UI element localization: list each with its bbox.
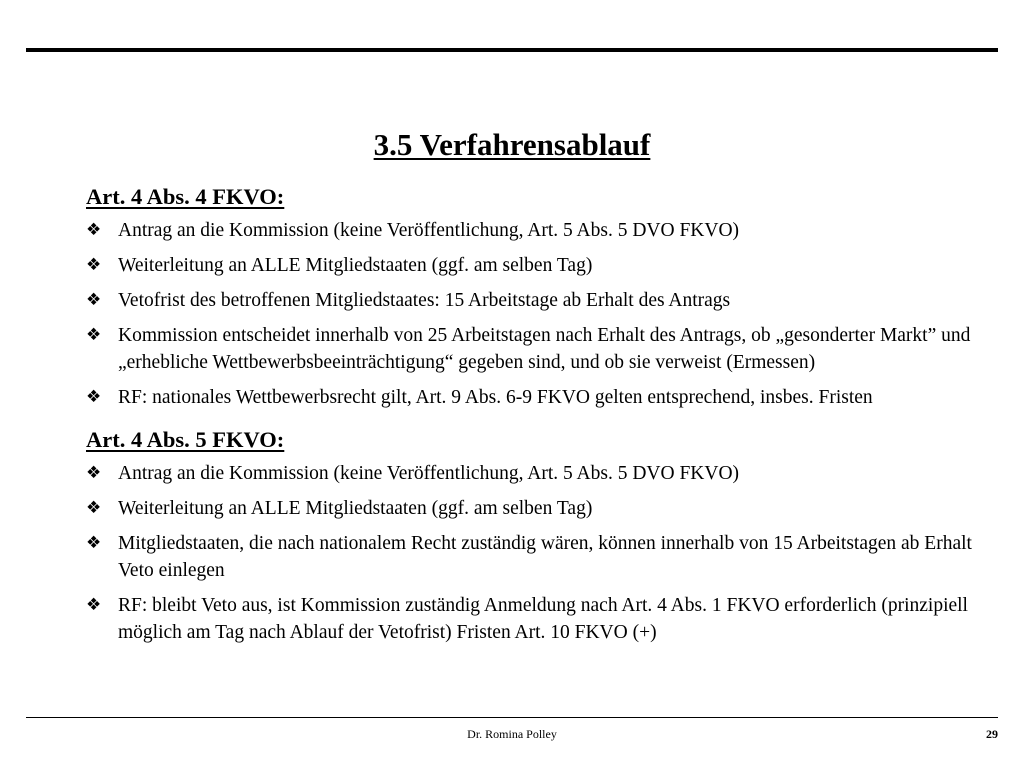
top-divider — [26, 48, 998, 52]
diamond-bullet-icon: ❖ — [86, 290, 102, 310]
list-item-text: Mitgliedstaaten, die nach nationalem Recht zuständig wären, können innerhalb von 15 Arbeitstagen ab Erhalt Veto einlegen — [118, 533, 972, 581]
list-item-text: RF: nationales Wettbewerbsrecht gilt, Art. 9 Abs. 6-9 FKVO gelten entsprechend, insbes. Fristen — [118, 387, 873, 408]
diamond-bullet-icon: ❖ — [86, 533, 102, 553]
list-item-text: Weiterleitung an ALLE Mitgliedstaaten (ggf. am selben Tag) — [118, 498, 593, 519]
section-heading-art4-abs4: Art. 4 Abs. 4 FKVO: — [86, 184, 285, 209]
section-heading-art4-abs5: Art. 4 Abs. 5 FKVO: — [86, 427, 285, 452]
diamond-bullet-icon: ❖ — [86, 498, 102, 518]
diamond-bullet-icon: ❖ — [86, 463, 102, 483]
slide-title-text: 3.5 Verfahrensablauf — [373, 126, 651, 162]
list-item-text: Kommission entscheidet innerhalb von 25 Arbeitstagen nach Erhalt des Antrags, ob „gesonderter Markt” und „erhebliche Wettbewerbsbeeinträchtigung“ gegeben sind, und ob sie verweist (Ermessen) — [118, 325, 971, 373]
list-item — [86, 460, 986, 487]
list-item-text: Weiterleitung an ALLE Mitgliedstaaten (ggf. am selben Tag) — [118, 255, 593, 276]
list-item-text: Antrag an die Kommission (keine Veröffentlichung, Art. 5 Abs. 5 DVO FKVO) — [118, 220, 740, 241]
list-item — [86, 252, 986, 279]
diamond-bullet-icon: ❖ — [86, 220, 102, 240]
list-item — [86, 384, 986, 411]
list-item-text: Vetofrist des betroffenen Mitgliedstaates: 15 Arbeitstage ab Erhalt des Antrags — [118, 290, 731, 311]
list-item-text: RF: bleibt Veto aus, ist Kommission zuständig Anmeldung nach Art. 4 Abs. 1 FKVO erforderlich (prinzipiell möglich am Tag nach Ablauf der Vetofrist) Fristen Art. 10 FKVO (+) — [118, 595, 968, 643]
bottom-divider — [26, 717, 998, 718]
diamond-bullet-icon: ❖ — [86, 595, 102, 615]
list-item — [86, 530, 986, 584]
footer-author: Dr. Romina Polley — [467, 727, 557, 741]
diamond-bullet-icon: ❖ — [86, 325, 102, 345]
slide-content — [86, 182, 986, 654]
list-item — [86, 217, 986, 244]
list-item — [86, 495, 986, 522]
bullet-list-art4-abs5 — [86, 460, 986, 646]
slide-title — [0, 125, 1024, 165]
list-item-text: Antrag an die Kommission (keine Veröffentlichung, Art. 5 Abs. 5 DVO FKVO) — [118, 463, 740, 484]
diamond-bullet-icon: ❖ — [86, 387, 102, 407]
list-item — [86, 592, 986, 646]
list-item — [86, 322, 986, 376]
page-number: 29 — [986, 727, 998, 741]
diamond-bullet-icon: ❖ — [86, 255, 102, 275]
bullet-list-art4-abs4 — [86, 217, 986, 411]
list-item — [86, 287, 986, 314]
